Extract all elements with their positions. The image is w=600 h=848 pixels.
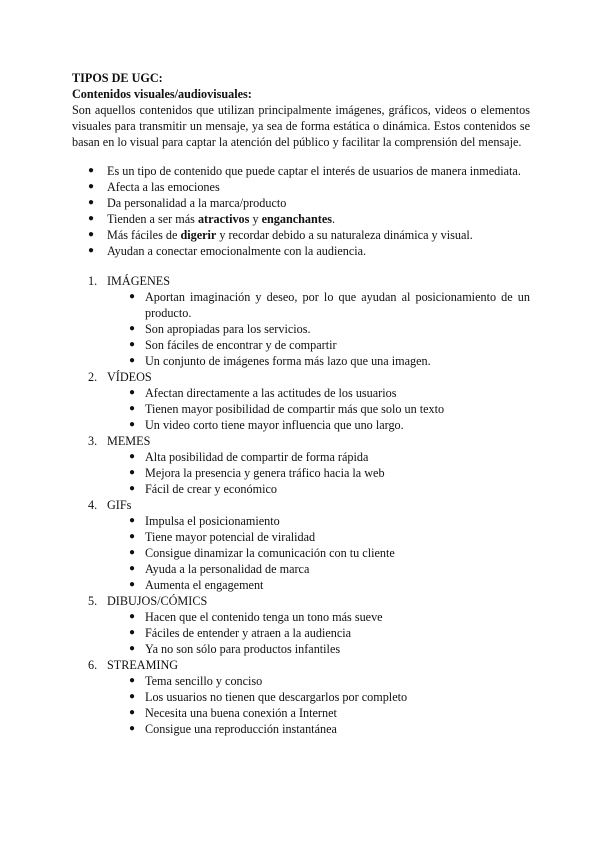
category-number: 3. (88, 434, 98, 448)
bold-text: digerir (180, 228, 217, 242)
category-imagenes (72, 273, 530, 369)
category-title: IMÁGENES (107, 274, 170, 288)
category-number: 1. (88, 274, 98, 288)
list-item: ● Un conjunto de imágenes forma más lazo que una imagen. (108, 353, 530, 369)
list-item: ● Aportan imaginación y deseo, por lo que ayudan al posicionamiento de un producto. (108, 289, 530, 321)
document-title: TIPOS DE UGC: (72, 71, 163, 85)
category-dibujos-comics (72, 593, 530, 657)
category-memes (72, 433, 530, 497)
list-item: ● Consigue dinamizar la comunicación con tu cliente (108, 545, 530, 561)
features-list (72, 163, 530, 259)
list-item: ● Da personalidad a la marca/producto (72, 195, 530, 211)
category-streaming (72, 657, 530, 737)
category-items (107, 449, 530, 497)
category-title: MEMES (107, 434, 151, 448)
category-number: 2. (88, 370, 98, 384)
list-item: ● Necesita una buena conexión a Internet (108, 705, 530, 721)
list-item: ● Ayudan a conectar emocionalmente con la audiencia. (72, 243, 530, 259)
list-item: ● Tema sencillo y conciso (108, 673, 530, 689)
categories-list (72, 273, 530, 737)
document-subtitle: Contenidos visuales/audiovisuales: (72, 87, 252, 101)
category-number: 4. (88, 498, 98, 512)
category-title: STREAMING (107, 658, 179, 672)
category-items (107, 513, 530, 593)
list-item: ● Impulsa el posicionamiento (108, 513, 530, 529)
list-item: ● Son apropiadas para los servicios. (108, 321, 530, 337)
list-item: ● Los usuarios no tienen que descargarlos por completo (108, 689, 530, 705)
list-item: ● Hacen que el contenido tenga un tono más sueve (108, 609, 530, 625)
category-items (107, 673, 530, 737)
category-items (107, 289, 530, 369)
category-title: VÍDEOS (107, 370, 152, 384)
category-title: DIBUJOS/CÓMICS (107, 594, 208, 608)
list-item: ● Más fáciles de digerir y recordar debido a su naturaleza dinámica y visual. (72, 227, 530, 243)
list-item: ● Alta posibilidad de compartir de forma rápida (108, 449, 530, 465)
bold-text: atractivos (197, 212, 250, 226)
category-number: 5. (88, 594, 98, 608)
category-gifs (72, 497, 530, 593)
list-item: ● Tiene mayor potencial de viralidad (108, 529, 530, 545)
list-item: ● Ayuda a la personalidad de marca (108, 561, 530, 577)
category-items (107, 609, 530, 657)
category-title: GIFs (107, 498, 132, 512)
list-item: ● Afectan directamente a las actitudes de los usuarios (108, 385, 530, 401)
list-item: ● Es un tipo de contenido que puede captar el interés de usuarios de manera inmediata. (72, 163, 530, 179)
category-videos (72, 369, 530, 433)
list-item: ● Tienden a ser más atractivos y enganchantes. (72, 211, 530, 227)
list-item: ● Consigue una reproducción instantánea (108, 721, 530, 737)
category-number: 6. (88, 658, 98, 672)
list-item: ● Ya no son sólo para productos infantiles (108, 641, 530, 657)
bold-text: enganchantes (261, 212, 333, 226)
list-item: ● Mejora la presencia y genera tráfico hacia la web (108, 465, 530, 481)
list-item: ● Afecta a las emociones (72, 179, 530, 195)
list-item: ● Tienen mayor posibilidad de compartir más que solo un texto (108, 401, 530, 417)
list-item: ● Fácil de crear y económico (108, 481, 530, 497)
list-item: ● Un video corto tiene mayor influencia que uno largo. (108, 417, 530, 433)
category-items (107, 385, 530, 433)
list-item: ● Fáciles de entender y atraen a la audiencia (108, 625, 530, 641)
list-item: ● Aumenta el engagement (108, 577, 530, 593)
list-item: ● Son fáciles de encontrar y de compartir (108, 337, 530, 353)
intro-paragraph: Son aquellos contenidos que utilizan principalmente imágenes, gráficos, videos o elementos visuales para transmitir un mensaje, ya sea de forma estática o dinámica. Estos contenidos se basan en lo visual para captar la atención del público y facilitar la comprensión del mensaje. (72, 103, 530, 149)
